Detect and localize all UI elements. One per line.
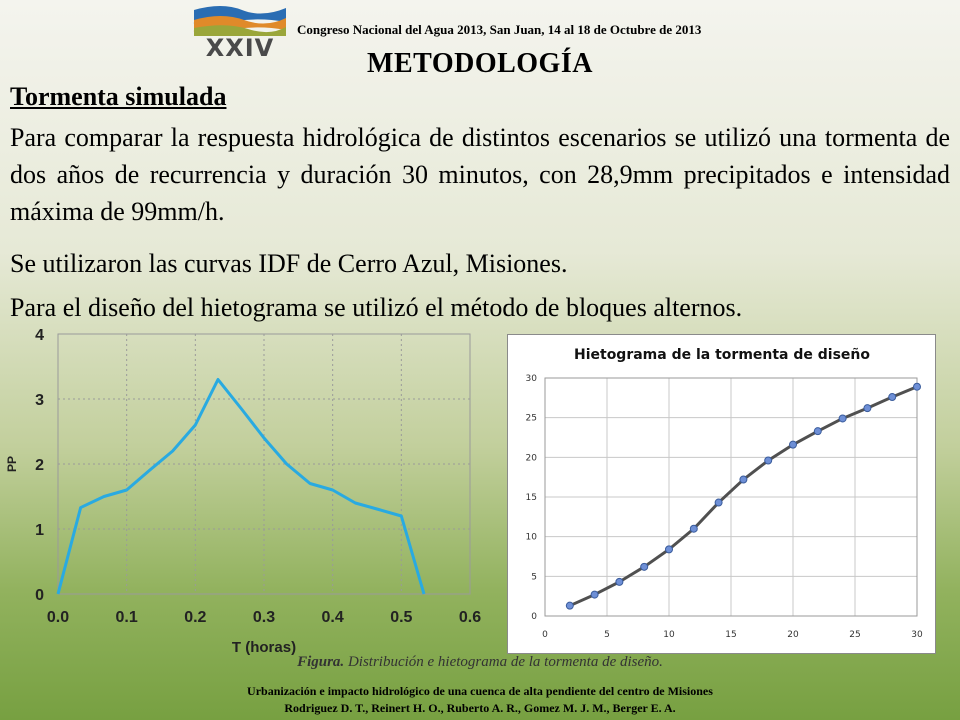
paper-title-credit: Urbanización e impacto hidrológico de una cuenca de alta pendiente del centro de Misiones [247, 684, 713, 698]
section-subheading: Tormenta simulada [10, 82, 227, 111]
x-axis-label: T (horas) [231, 639, 297, 656]
precipitation-distribution-chart [0, 322, 498, 662]
y-tick-label: 10 [525, 532, 537, 543]
y-tick-label: 1 [35, 522, 44, 539]
y-tick-label: 25 [525, 413, 537, 424]
y-tick-label: 4 [35, 327, 44, 344]
data-point [591, 591, 598, 598]
data-point [914, 383, 921, 390]
data-point [839, 415, 846, 422]
x-tick-label: 25 [849, 630, 861, 640]
figure-caption [0, 654, 960, 671]
authors-credit: Rodriguez D. T., Reinert H. O., Ruberto A. R., Gomez M. J. M., Berger E. A. [284, 701, 676, 715]
x-tick-label: 15 [725, 630, 737, 640]
data-point [889, 394, 896, 401]
y-tick-label: 2 [35, 457, 44, 474]
data-point [765, 457, 772, 464]
data-point [740, 476, 747, 483]
y-tick-label: 30 [525, 374, 537, 384]
x-tick-label: 0.6 [458, 609, 482, 626]
data-point [715, 499, 722, 506]
caption-label: Figura. [297, 654, 345, 670]
y-tick-label: 20 [525, 453, 537, 464]
y-axis-label: PP [5, 455, 19, 473]
caption-text: Distribución e hietograma de la tormenta de diseño. [344, 654, 663, 670]
logo-text: XXIV [205, 34, 275, 60]
data-point [641, 563, 648, 570]
x-tick-label: 0.3 [252, 609, 276, 626]
y-tick-label: 15 [525, 493, 537, 503]
y-tick-label: 5 [531, 572, 537, 583]
y-tick-label: 3 [35, 392, 44, 409]
hyetograph-chart [508, 335, 935, 653]
x-tick-label: 30 [911, 630, 923, 640]
data-point [666, 546, 673, 553]
data-point [790, 441, 797, 448]
paragraph-idf: Se utilizaron las curvas IDF de Cerro Azul, Misiones. [10, 249, 568, 278]
y-tick-label: 0 [531, 612, 537, 622]
chart-title: Hietograma de la tormenta de diseño [573, 347, 871, 363]
conference-title: Congreso Nacional del Agua 2013, San Juan, 14 al 18 de Octubre de 2013 [297, 22, 702, 37]
hyetograph-chart-panel [507, 334, 936, 654]
series-line-hyetograph [570, 387, 917, 606]
series-line-pp [58, 380, 424, 595]
y-tick-label: 0 [35, 587, 44, 604]
data-point [814, 428, 821, 435]
data-point [864, 405, 871, 412]
x-tick-label: 0.5 [390, 609, 413, 626]
data-point [616, 578, 623, 585]
x-tick-label: 5 [604, 630, 610, 640]
paragraph-method: Para el diseño del hietograma se utilizó el método de bloques alternos. [10, 293, 743, 322]
x-tick-label: 10 [663, 630, 675, 640]
x-tick-label: 0.4 [321, 609, 344, 626]
data-point [690, 525, 697, 532]
x-tick-label: 0.0 [46, 609, 70, 626]
paragraph-storm: Para comparar la respuesta hidrológica de distintos escenarios se utilizó una tormenta de dos años de recurrencia y duración 30 minutos, con 28,9mm precipitados e intensidad máxima de 99mm/h. [10, 123, 950, 226]
x-tick-label: 0.1 [115, 609, 138, 626]
x-tick-label: 0.2 [184, 609, 207, 626]
x-tick-label: 20 [787, 630, 799, 640]
page-heading: METODOLOGÍA [367, 48, 593, 79]
data-point [566, 602, 573, 609]
x-tick-label: 0 [542, 630, 548, 640]
